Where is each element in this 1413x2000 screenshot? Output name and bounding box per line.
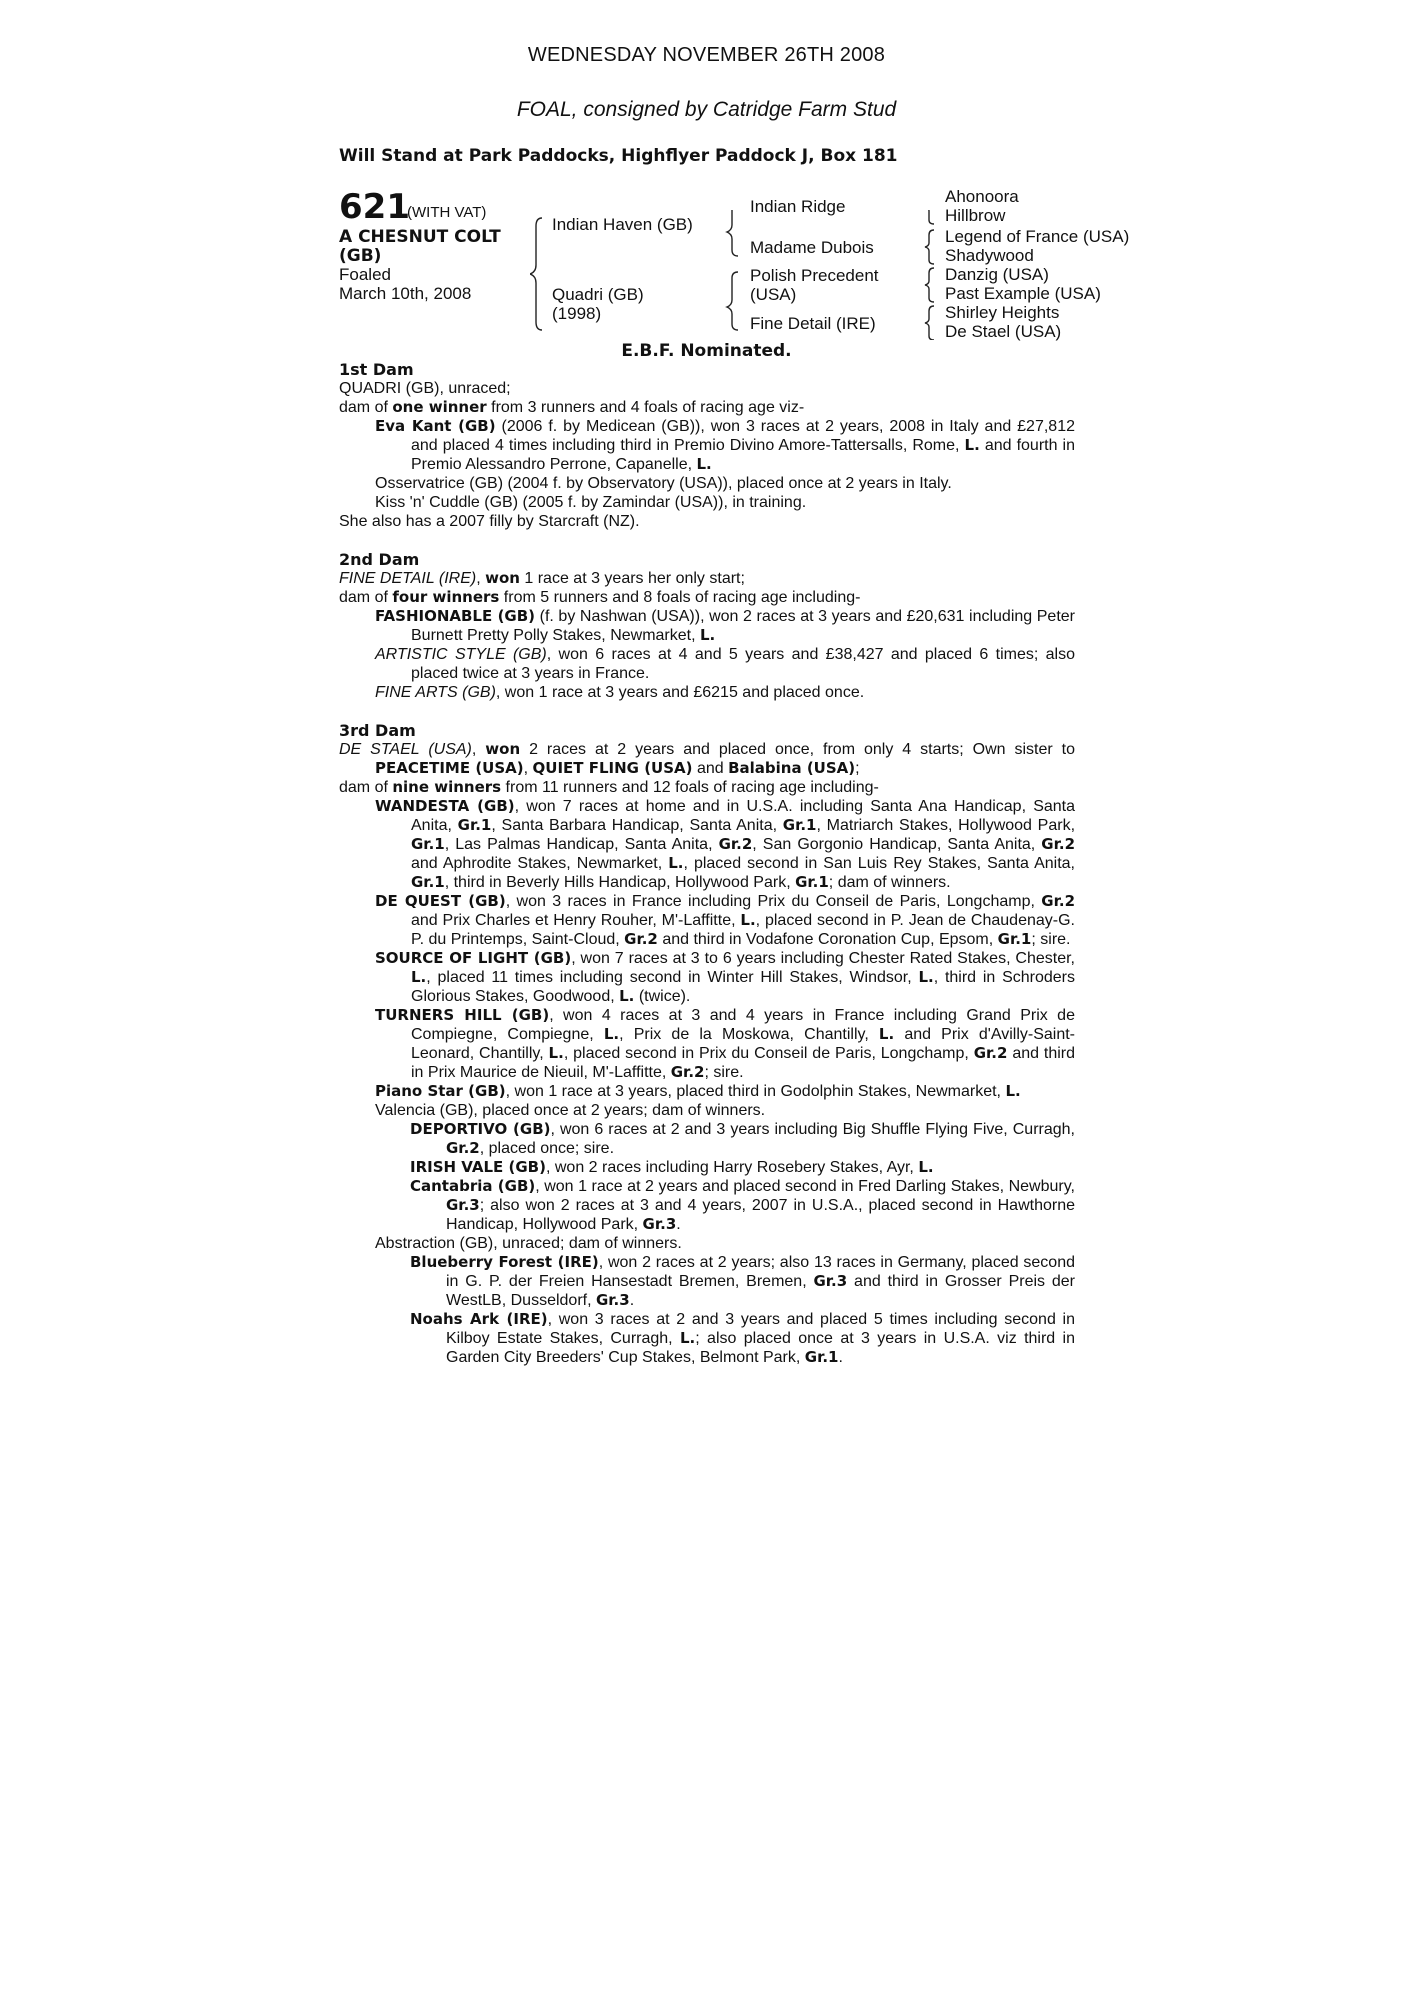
- produce-fashionable: FASHIONABLE (GB) (f. by Nashwan (USA)), won 2 races at 3 years and £20,631 including Peter Burnett Pretty Polly Stakes, Newmarket, L.: [375, 607, 1075, 644]
- grand-dam-1: Hillbrow: [945, 206, 1006, 225]
- grand-sire-3: Danzig (USA): [945, 265, 1049, 284]
- dam-dam: Fine Detail (IRE): [750, 314, 876, 333]
- foaled-label: Foaled: [339, 265, 391, 284]
- sire-sire: Indian Ridge: [750, 197, 846, 216]
- dam-year: (1998): [552, 304, 602, 323]
- lot-description: A CHESNUT COLT (GB): [339, 227, 501, 266]
- grand-sire-2: Legend of France (USA): [945, 227, 1130, 246]
- foaled-info: [339, 265, 471, 303]
- second-dam-produce: dam of four winners from 5 runners and 8 foals of racing age including-: [339, 588, 861, 606]
- brace-g12: [925, 210, 934, 224]
- produce-de-quest: DE QUEST (GB), won 3 races in France including Prix du Conseil de Paris, Longchamp, Gr.2 and Prix Charles et Henry Rouher, M'-Laffitte, L., placed second in P. Jean de Chaudenay-G. P. du Printemps, Saint-Cloud, Gr.2 and third in Vodafone Coronation Cup, Epsom, Gr.1; sire.: [375, 892, 1076, 948]
- grand-sire-1: Ahonoora: [945, 187, 1019, 206]
- produce-irish-vale: IRISH VALE (GB), won 2 races including Harry Rosebery Stakes, Ayr, L.: [410, 1158, 934, 1176]
- produce-osservatrice: Osservatrice (GB) (2004 f. by Observatory (USA)), placed once at 2 years in Italy.: [375, 475, 952, 492]
- brace-g34: [925, 230, 934, 264]
- dam-sire-line1: Polish Precedent: [750, 266, 879, 285]
- ebf-nominated: E.B.F. Nominated.: [621, 341, 792, 361]
- produce-kiss-n-cuddle: Kiss 'n' Cuddle (GB) (2005 f. by Zamindar (USA)), in training.: [375, 494, 807, 511]
- lot-number: 621: [339, 187, 410, 227]
- consignor-line: FOAL, consigned by Catridge Farm Stud: [516, 98, 897, 121]
- stand-location: Will Stand at Park Paddocks, Highflyer Paddock J, Box 181: [339, 146, 898, 166]
- first-dam-heading: 1st Dam: [339, 360, 414, 379]
- brace-main: [530, 218, 542, 330]
- produce-valencia: Valencia (GB), placed once at 2 years; dam of winners.: [375, 1102, 766, 1119]
- catalogue-body: [339, 360, 1075, 1367]
- produce-2007-filly: She also has a 2007 filly by Starcraft (NZ).: [339, 513, 640, 530]
- dam: Quadri (GB): [552, 285, 644, 304]
- produce-artistic-style: ARTISTIC STYLE (GB), won 6 races at 4 and 5 years and £38,427 and placed 6 times; also placed twice at 3 years in France.: [375, 646, 1076, 682]
- produce-deportivo: DEPORTIVO (GB), won 6 races at 2 and 3 years including Big Shuffle Flying Five, Curragh, Gr.2, placed once; sire.: [410, 1120, 1075, 1157]
- second-dam-heading: 2nd Dam: [339, 550, 420, 569]
- vat-note: (WITH VAT): [407, 204, 487, 221]
- produce-wandesta: WANDESTA (GB), won 7 races at home and in U.S.A. including Santa Ana Handicap, Santa Anita, Gr.1, Santa Barbara Handicap, Santa Anita, Gr.1, Matriarch Stakes, Hollywood Park, Gr.1, Las Palmas Handicap, Santa Anita, Gr.2, San Gorgonio Handicap, Santa Anita, Gr.2 and Aphrodite Stakes, Newmarket, L., placed second in San Luis Rey Stakes, Santa Anita, Gr.1, third in Beverly Hills Handicap, Hollywood Park, Gr.1; dam of winners.: [375, 797, 1076, 891]
- third-dam-line: DE STAEL (USA), won 2 races at 2 years and placed once, from only 4 starts; Own sister to PEACETIME (USA), QUIET FLING (USA) and Balabina (USA);: [339, 740, 1076, 777]
- brace-sire: [727, 210, 738, 256]
- third-dam-heading: 3rd Dam: [339, 721, 416, 740]
- first-dam-produce: dam of one winner from 3 runners and 4 foals of racing age viz-: [339, 398, 805, 416]
- grand-sire-4: Shirley Heights: [945, 303, 1060, 322]
- second-dam-line: FINE DETAIL (IRE), won 1 race at 3 years her only start;: [339, 569, 745, 587]
- brace-g78: [925, 306, 934, 340]
- third-dam-produce: dam of nine winners from 11 runners and 12 foals of racing age including-: [339, 778, 879, 796]
- foaled-date: March 10th, 2008: [339, 284, 472, 303]
- grand-dam-3: Past Example (USA): [945, 284, 1101, 303]
- produce-fine-arts: FINE ARTS (GB), won 1 race at 3 years and £6215 and placed once.: [375, 684, 865, 701]
- sire: Indian Haven (GB): [552, 215, 693, 234]
- grand-dam-4: De Stael (USA): [945, 322, 1062, 341]
- produce-abstraction: Abstraction (GB), unraced; dam of winners.: [375, 1235, 682, 1252]
- dam-sire-line2: (USA): [750, 285, 797, 304]
- sire-dam: Madame Dubois: [750, 238, 874, 257]
- first-dam-line: QUADRI (GB), unraced;: [339, 380, 511, 397]
- produce-noahs-ark: Noahs Ark (IRE), won 3 races at 2 and 3 years and placed 5 times including second in Kilboy Estate Stakes, Curragh, L.; also placed once at 3 years in U.S.A. viz third in Garden City Breeders' Cup Stakes, Belmont Park, Gr.1.: [410, 1310, 1076, 1366]
- brace-g56: [925, 268, 934, 302]
- sale-date: WEDNESDAY NOVEMBER 26TH 2008: [527, 44, 886, 66]
- produce-eva-kant: Eva Kant (GB) (2006 f. by Medicean (GB)), won 3 races at 2 years, 2008 in Italy and £27,812 and placed 4 times including third in Premio Divino Amore-Tattersalls, Rome, L. and fourth in Premio Alessandro Perrone, Capanelle, L.: [375, 417, 1075, 473]
- produce-turners-hill: TURNERS HILL (GB), won 4 races at 3 and 4 years in France including Grand Prix de Compiegne, Compiegne, L., Prix de la Moskowa, Chantilly, L. and Prix d'Avilly-Saint-Leonard, Chantilly, L., placed second in Prix du Conseil de Paris, Longchamp, Gr.2 and third in Prix Maurice de Nieuil, M'-Laffitte, Gr.2; sire.: [375, 1006, 1076, 1081]
- brace-dam: [727, 272, 738, 330]
- produce-blueberry-forest: Blueberry Forest (IRE), won 2 races at 2 years; also 13 races in Germany, placed second in G. P. der Freien Hansestadt Bremen, Bremen, Gr.3 and third in Grosser Preis der WestLB, Dusseldorf, Gr.3.: [410, 1253, 1076, 1309]
- produce-source-of-light: SOURCE OF LIGHT (GB), won 7 races at 3 to 6 years including Chester Rated Stakes, Chester, L., placed 11 times including second in Winter Hill Stakes, Windsor, L., third in Schroders Glorious Stakes, Goodwood, L. (twice).: [375, 949, 1076, 1005]
- produce-piano-star: Piano Star (GB), won 1 race at 3 years, placed third in Godolphin Stakes, Newmarket, L.: [375, 1082, 1021, 1100]
- produce-cantabria: Cantabria (GB), won 1 race at 2 years and placed second in Fred Darling Stakes, Newbury, Gr.3; also won 2 races at 3 and 4 years, 2007 in U.S.A., placed second in Hawthorne Handicap, Hollywood Park, Gr.3.: [410, 1177, 1075, 1233]
- grand-dam-2: Shadywood: [945, 246, 1034, 265]
